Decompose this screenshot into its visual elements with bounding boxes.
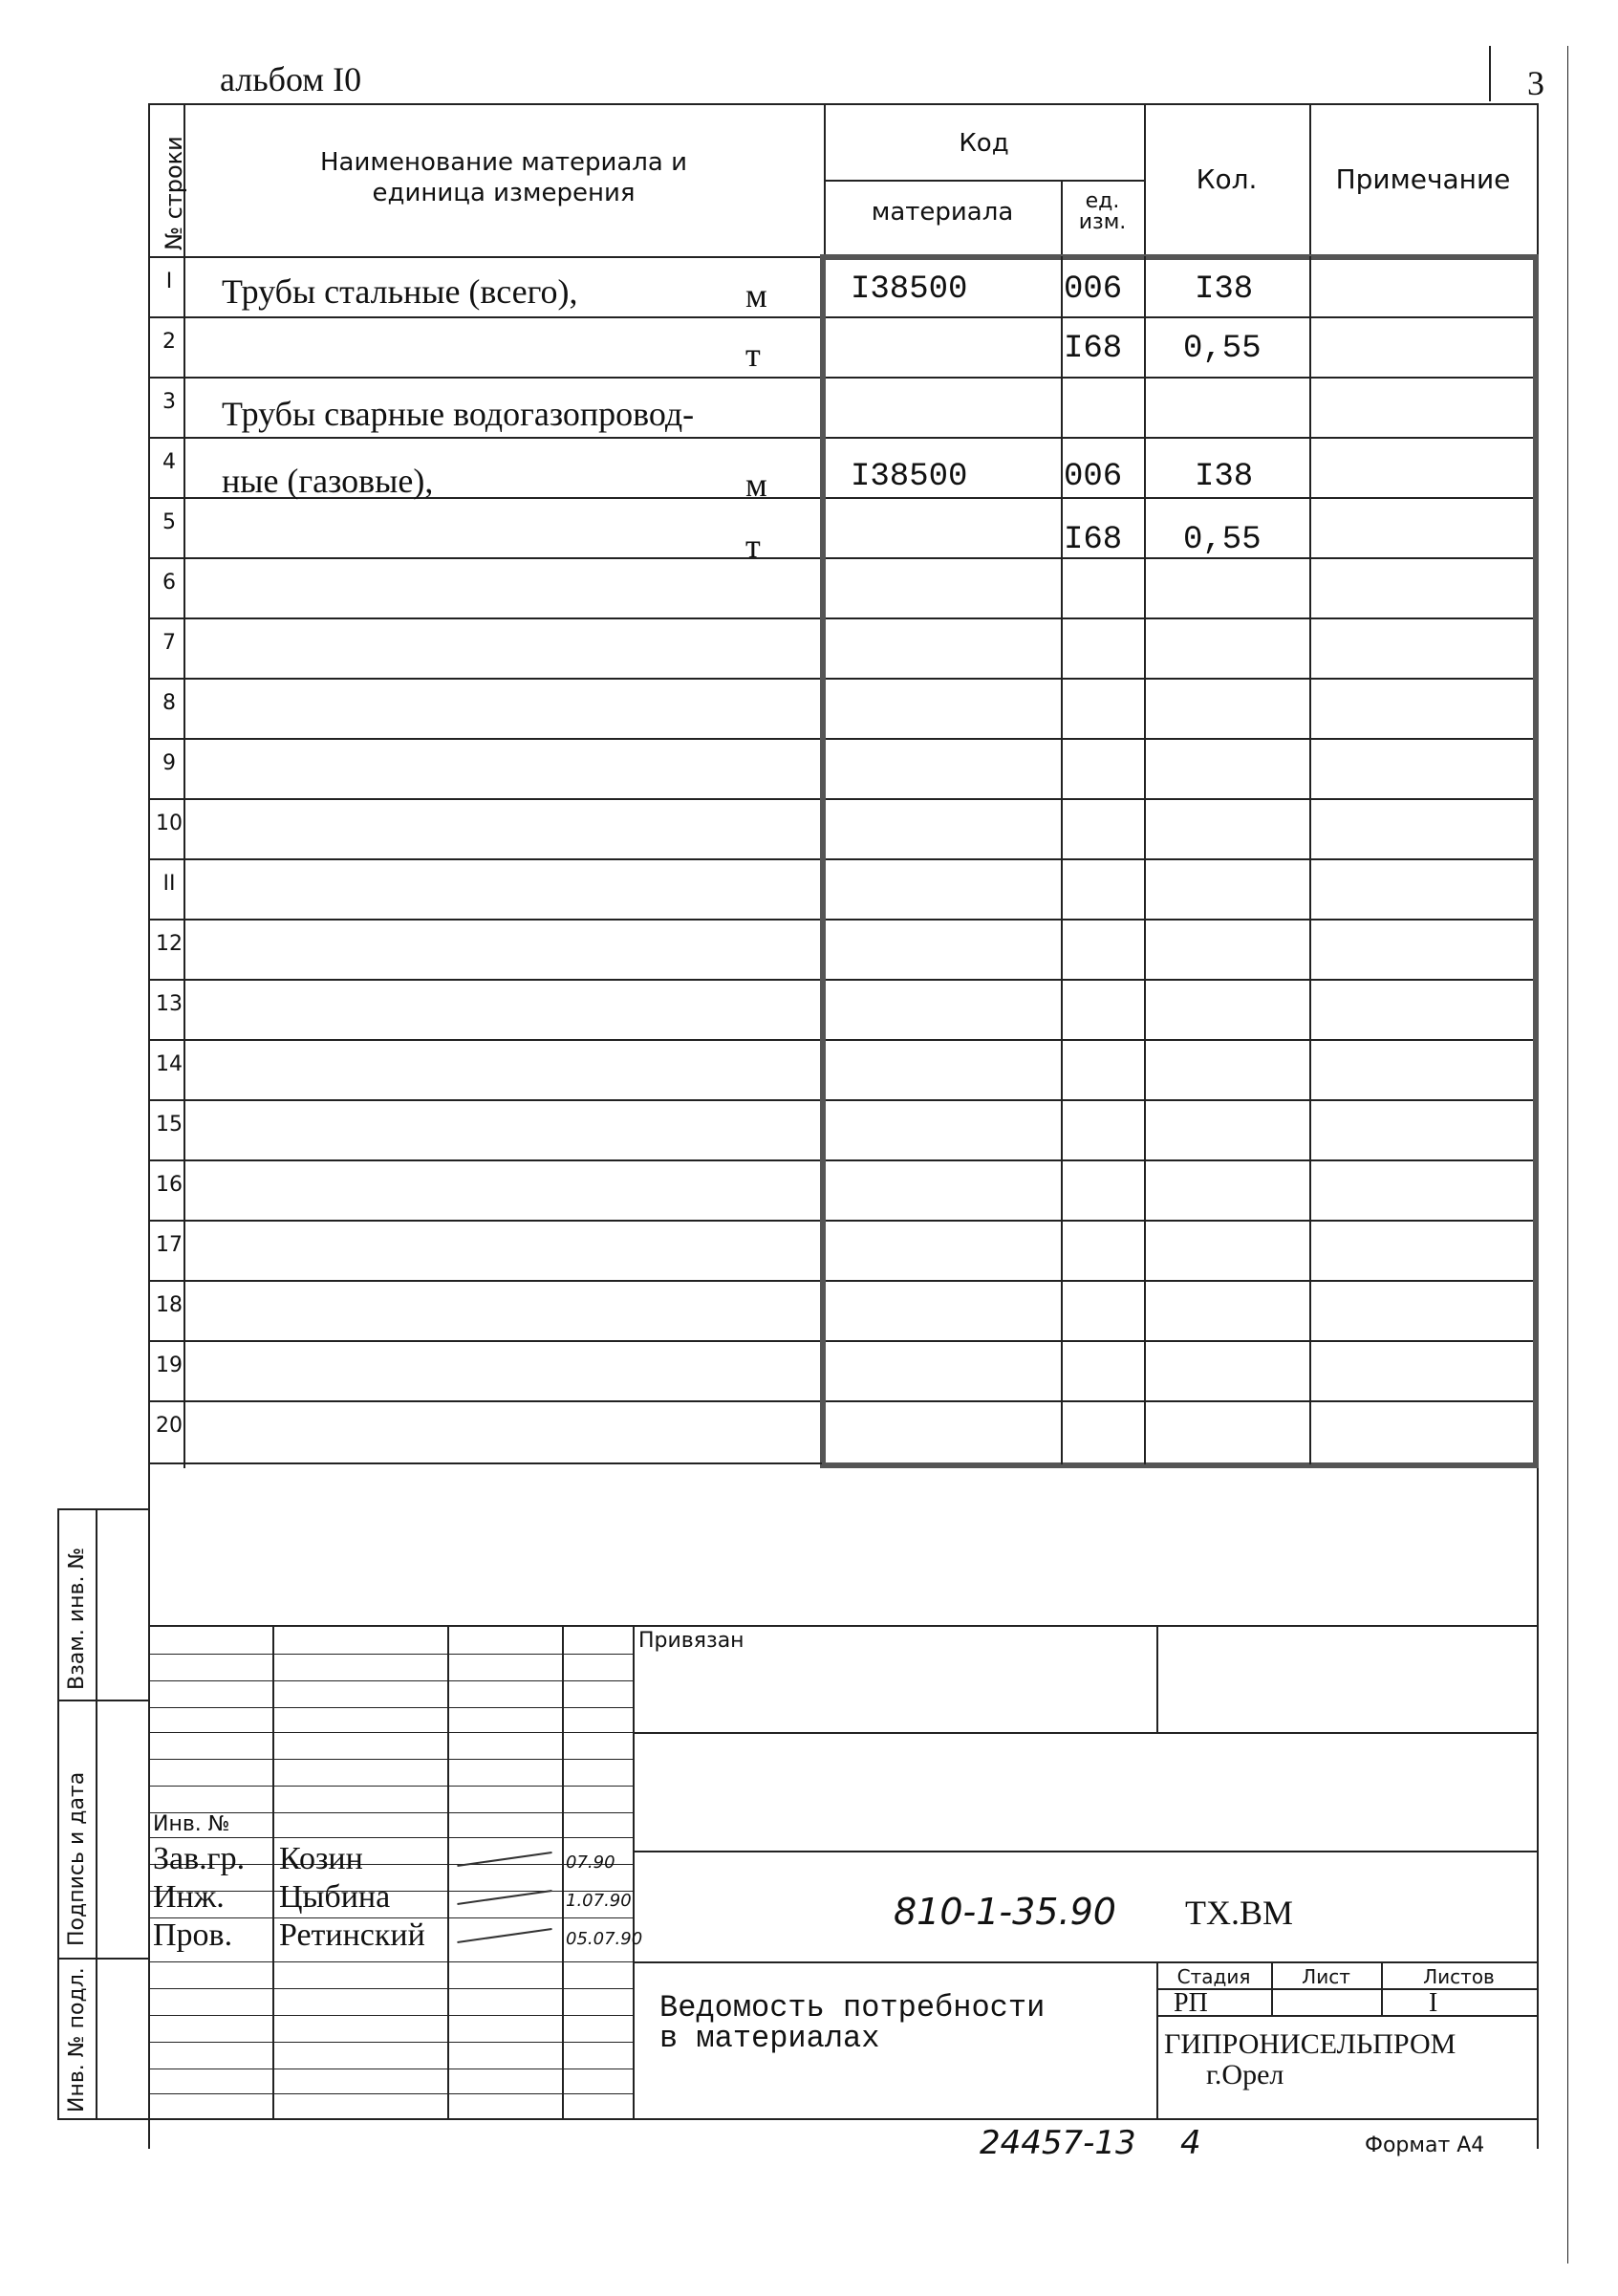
- row5-unit-code: I68: [1064, 522, 1123, 558]
- header-name-line2: единица измерения: [372, 179, 636, 207]
- staff-role: Пров.: [153, 1917, 233, 1953]
- org-name: ГИПРОНИСЕЛЬПРОМ: [1164, 2028, 1456, 2060]
- row-number: 13: [156, 992, 183, 1016]
- side-label-inv-podl: Инв. № подл.: [65, 1967, 89, 2112]
- row-number: 14: [156, 1052, 183, 1076]
- inv-no-label: Инв. №: [153, 1812, 230, 1836]
- row1-unit-code: 006: [1064, 271, 1123, 308]
- row-number: 5: [162, 510, 176, 534]
- org-city: г.Орел: [1206, 2059, 1284, 2090]
- album-label: альбом I0: [220, 60, 362, 98]
- row1-material-code: I38500: [851, 271, 968, 308]
- row2-unit: т: [745, 336, 761, 374]
- staff-name: Цыбина: [279, 1879, 391, 1915]
- row-number: 16: [156, 1173, 183, 1197]
- row3-name: Трубы сварные водогазопровод-: [222, 395, 695, 433]
- staff-role: Инж.: [153, 1879, 225, 1915]
- row-number: 10: [156, 812, 183, 835]
- document-suffix: ТХ.ВМ: [1185, 1894, 1294, 1932]
- row-number: II: [162, 872, 176, 896]
- document-title-line2: в материалах: [659, 2021, 880, 2056]
- staff-date: 05.07.90: [566, 1929, 643, 1949]
- header-unit-line1: ед.: [1085, 189, 1120, 213]
- side-label-podpis: Подпись и дата: [65, 1771, 89, 1946]
- row-number: I: [165, 270, 173, 293]
- row4-name: ные (газовые),: [222, 462, 434, 500]
- stage-label: Стадия: [1176, 1965, 1251, 1988]
- row-number: 2: [162, 330, 176, 354]
- row1-name: Трубы стальные (всего),: [222, 272, 578, 311]
- row-number: 17: [156, 1233, 183, 1257]
- header-material: материала: [871, 198, 1014, 227]
- sheets-value: I: [1429, 1988, 1438, 2018]
- staff-role: Зав.гр.: [153, 1841, 246, 1876]
- row1-unit: м: [745, 276, 767, 314]
- header-note: Примечание: [1335, 163, 1511, 195]
- header-row-no: № строки: [161, 136, 187, 250]
- header-qty: Кол.: [1196, 163, 1258, 195]
- row-number: 8: [162, 691, 176, 715]
- row-number: 9: [162, 751, 176, 775]
- footer-number: 24457-13: [980, 2124, 1136, 2162]
- staff-name: Ретинский: [279, 1917, 425, 1953]
- row-number: 19: [156, 1354, 183, 1377]
- row4-qty: I38: [1195, 459, 1254, 495]
- sheets-label: Листов: [1423, 1965, 1495, 1988]
- header-code: Код: [959, 129, 1009, 158]
- row2-unit-code: I68: [1064, 331, 1123, 367]
- row-number: 3: [162, 390, 176, 414]
- sheet-label: Лист: [1302, 1965, 1350, 1988]
- row-number: 6: [162, 571, 176, 595]
- row-number: 15: [156, 1113, 183, 1137]
- header-name-line1: Наименование материала и: [319, 148, 688, 177]
- row4-unit: м: [745, 466, 767, 504]
- row5-unit: т: [745, 527, 761, 565]
- document-title-line1: Ведомость потребности: [659, 1990, 1046, 2025]
- staff-date: 07.90: [566, 1852, 615, 1873]
- row-number: 20: [156, 1414, 183, 1438]
- row-number: 18: [156, 1293, 183, 1317]
- privyazan-label: Привязан: [638, 1629, 744, 1653]
- staff-date: 1.07.90: [566, 1891, 632, 1911]
- row-number: 4: [162, 450, 176, 474]
- footer-extra: 4: [1180, 2124, 1201, 2162]
- row-number: 12: [156, 932, 183, 956]
- row2-qty: 0,55: [1183, 331, 1262, 367]
- signature-mark: [457, 1890, 551, 1905]
- row4-material-code: I38500: [851, 459, 968, 495]
- staff-name: Козин: [279, 1841, 363, 1876]
- format-label: Формат А4: [1365, 2134, 1485, 2157]
- row4-unit-code: 006: [1064, 459, 1123, 495]
- stage-value: РП: [1174, 1988, 1208, 2018]
- side-label-vzam: Взам. инв. №: [65, 1547, 89, 1690]
- row5-qty: 0,55: [1183, 522, 1262, 558]
- page-number: 3: [1527, 64, 1544, 102]
- header-unit-line2: изм.: [1078, 210, 1127, 234]
- signature-mark: [457, 1928, 551, 1943]
- row-number: 7: [162, 631, 176, 655]
- row1-qty: I38: [1195, 271, 1254, 308]
- document-code: 810-1-35.90: [894, 1891, 1116, 1933]
